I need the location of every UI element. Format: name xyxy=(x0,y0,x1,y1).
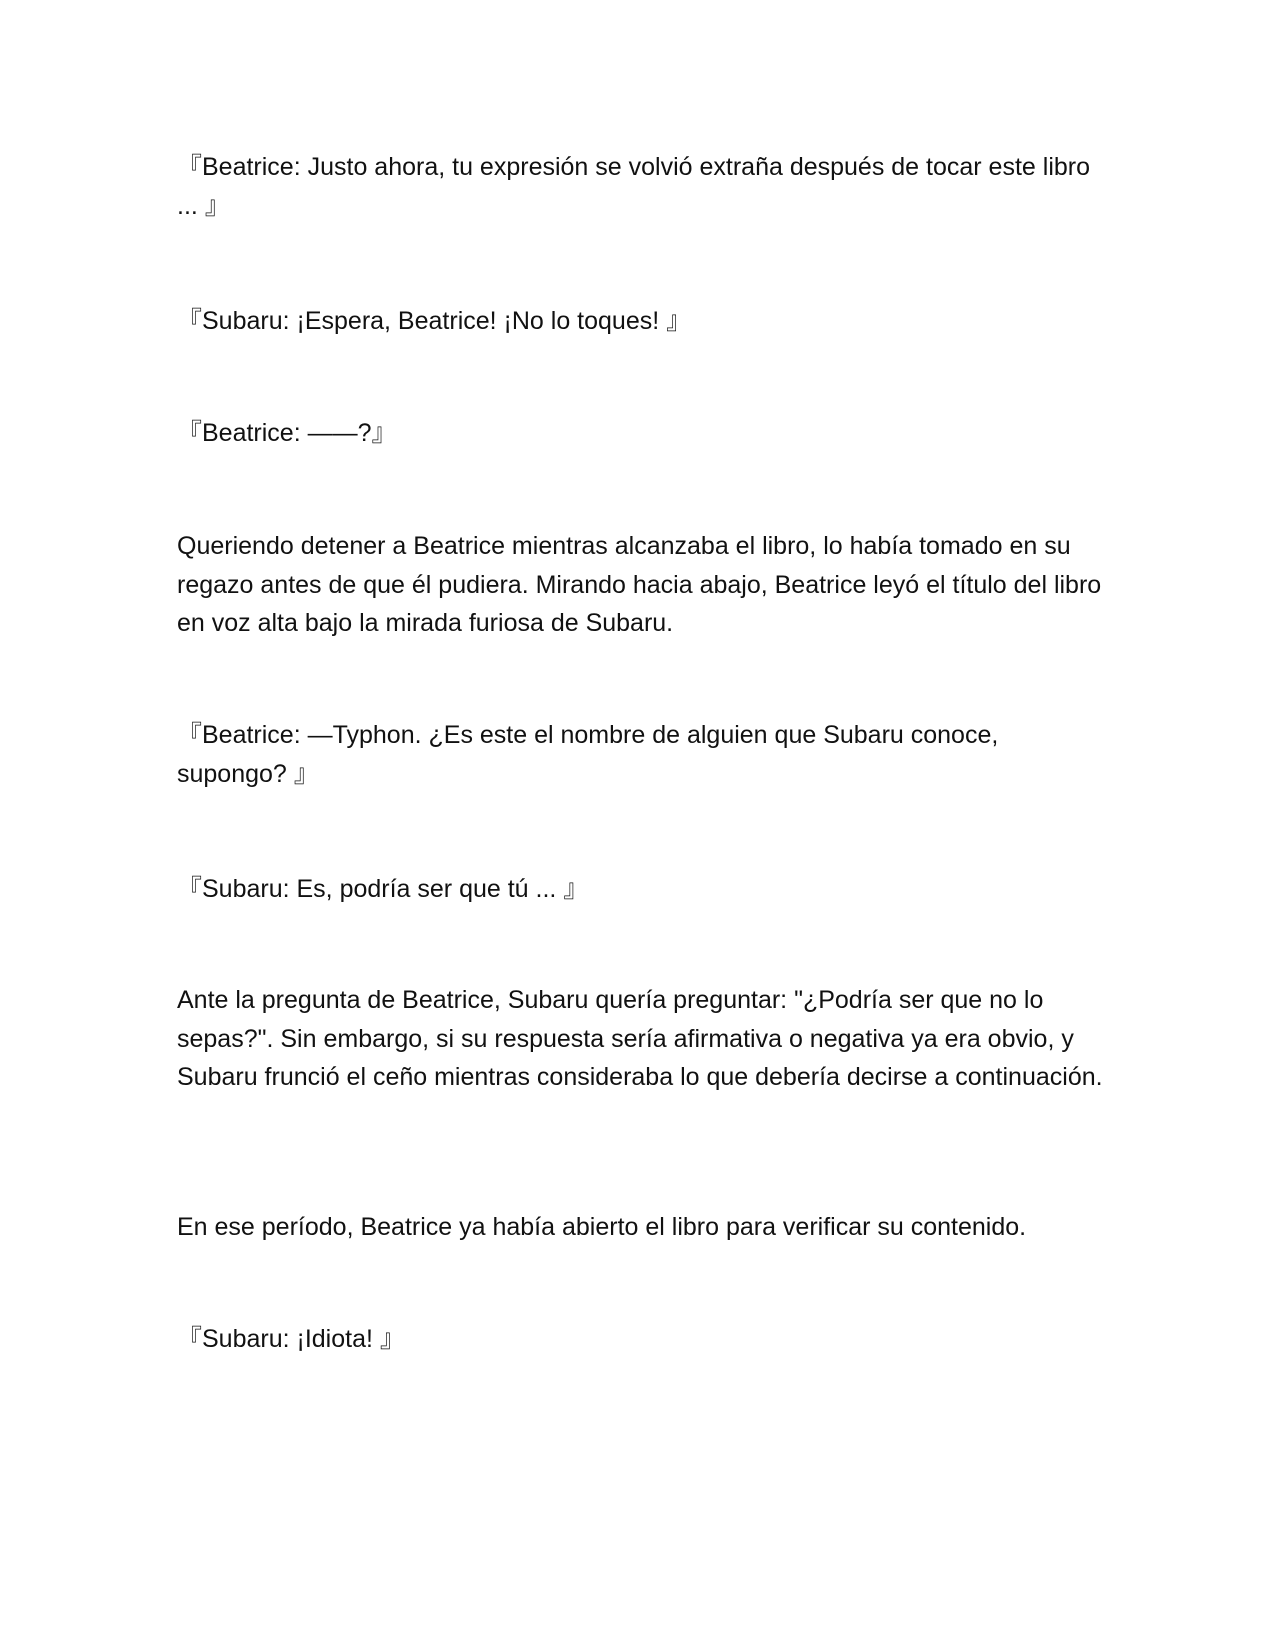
dialogue-line-beatrice-3: 『Beatrice: —Typhon. ¿Es este el nombre de alguien que Subaru conoce, supongo? 』 xyxy=(177,721,999,788)
dialogue-line-subaru-3: 『Subaru: ¡Idiota! 』 xyxy=(177,1325,405,1353)
dialogue-line-beatrice-2: 『Beatrice: ——?』 xyxy=(177,419,397,447)
narrative-paragraph-1: Queriendo detener a Beatrice mientras alcanzaba el libro, lo había tomado en su regazo antes de que él pudiera. Mirando hacia abajo, Beatrice leyó el título del libro en voz alta bajo la mirada furiosa de Subaru. xyxy=(177,532,1102,637)
dialogue-line-subaru-1: 『Subaru: ¡Espera, Beatrice! ¡No lo toques! 』 xyxy=(177,307,692,335)
dialogue-line-beatrice-1: 『Beatrice: Justo ahora, tu expresión se volvió extraña después de tocar este libro ... 』 xyxy=(177,153,1091,220)
narrative-paragraph-2: Ante la pregunta de Beatrice, Subaru quería preguntar: "¿Podría ser que no lo sepas?". Sin embargo, si su respuesta sería afirmativa o negativa ya era obvio, y Subaru frunció el ceño mientras consideraba lo que debería decirse a continuación. xyxy=(177,986,1103,1091)
narrative-paragraph-3: En ese período, Beatrice ya había abierto el libro para verificar su contenido. xyxy=(177,1213,1027,1241)
dialogue-line-subaru-2: 『Subaru: Es, podría ser que tú ... 』 xyxy=(177,875,589,903)
